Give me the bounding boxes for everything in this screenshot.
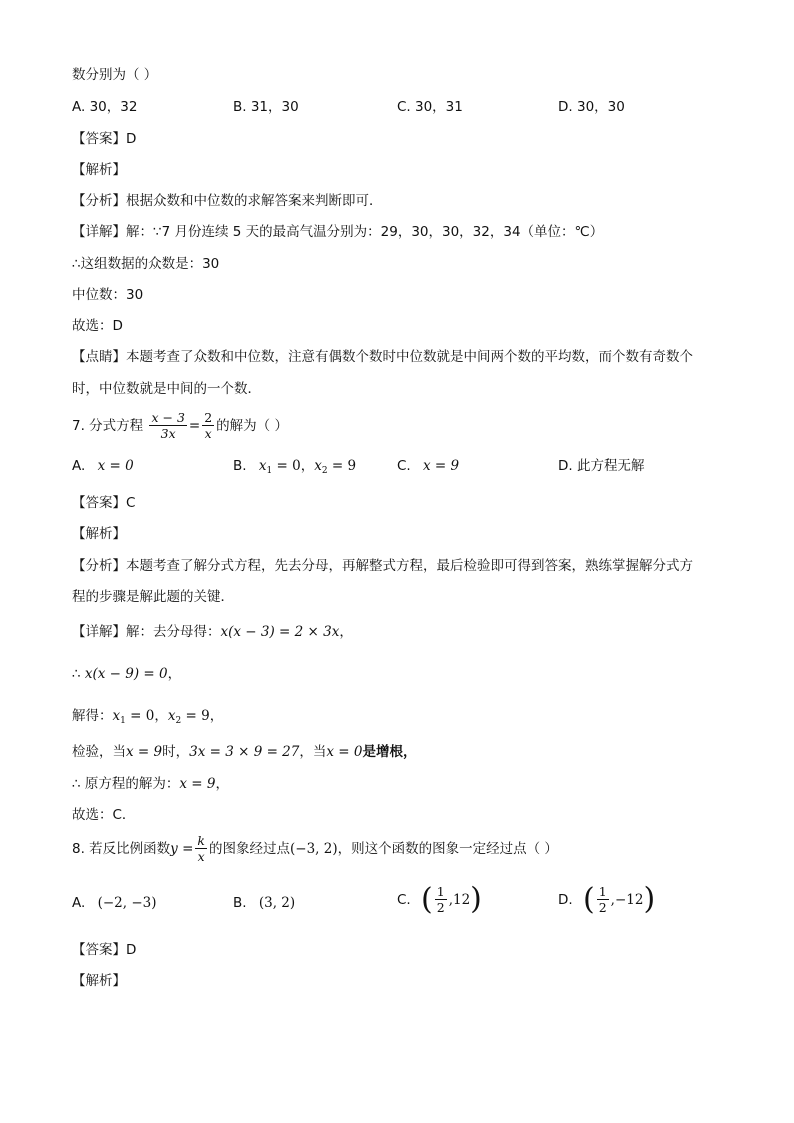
q7-option-b-x1: x <box>258 458 267 474</box>
q7-answer: 【答案】C <box>72 495 136 511</box>
q6-comment-line1: 【点睛】本题考查了众数和中位数，注意有偶数个数时中位数就是中间两个数的平均数，而个数有奇数个 <box>72 349 693 365</box>
q8-option-a-math: (−2, −3) <box>97 895 157 911</box>
q7-detail-end: ， <box>339 624 353 640</box>
q7-label: 7. 分式方程 <box>72 417 144 434</box>
q8-stem <box>72 833 558 864</box>
q7-step3-sub1: 1 <box>120 716 126 726</box>
q7-option-a-label: A. <box>72 458 86 474</box>
q7-step3-label: 解得： <box>72 708 113 724</box>
q6-mode: ∴这组数据的众数是：30 <box>72 256 220 272</box>
q8-option-d-label: D. <box>558 891 573 908</box>
q7-stem <box>72 410 288 441</box>
q7-option-d: D. 此方程无解 <box>558 458 645 474</box>
q8-option-d-lparen: ( <box>582 881 595 917</box>
q8-jiexi: 【解析】 <box>72 973 126 989</box>
q7-frac2-num: 2 <box>204 410 213 425</box>
q6-answer: 【答案】D <box>72 131 137 147</box>
q8-mid: 的图象经过点 <box>208 840 290 857</box>
q8-option-c-rparen: ) <box>470 881 482 917</box>
q7-check-math2: 3x = 3 × 9 = 27 <box>189 744 300 760</box>
q6-option-c: C. 30，31 <box>397 99 463 115</box>
q7-solution-math: x = 9 <box>179 776 216 792</box>
q6-comment-line2: 时，中位数就是中间的一个数． <box>72 381 261 397</box>
q8-option-d-num: 1 <box>598 884 607 899</box>
q7-option-b-x2: x <box>314 458 322 474</box>
q8-option-c-den: 2 <box>436 900 445 915</box>
q7-fraction-left <box>149 410 186 441</box>
q7-frac1-den: 3x <box>160 426 176 441</box>
q7-check-math1: x = 9 <box>126 744 163 760</box>
q6-option-a: A. 30，32 <box>72 99 138 115</box>
q8-func-num: k <box>197 833 205 848</box>
q8-func-y: y = <box>170 840 194 857</box>
q8-option-c-rest: ,12 <box>448 891 471 908</box>
q6-choose: 故选：D <box>72 318 123 334</box>
q8-point: (−3, 2) <box>289 840 338 857</box>
q8-label: 8. 若反比例函数 <box>72 840 171 857</box>
q6-option-b: B. 31，30 <box>233 99 299 115</box>
q7-option-b-val2: = 9 <box>327 458 357 474</box>
q7-detail-label: 【详解】解：去分母得： <box>72 624 221 640</box>
q7-option-b-sub2: 2 <box>321 466 328 476</box>
q7-stem-tail: 的解为（ ） <box>216 417 288 434</box>
q8-option-d-rparen: ) <box>643 881 656 917</box>
q7-solution-end: ， <box>215 776 229 792</box>
q8-option-c-label: C. <box>397 891 411 908</box>
q7-option-a <box>72 457 134 475</box>
q8-option-c-fraction <box>435 884 447 915</box>
q8-func-fraction <box>195 833 207 864</box>
q7-check-math3: x = 0 <box>326 744 363 760</box>
q8-option-c-num: 1 <box>436 884 445 899</box>
q8-option-c <box>397 881 482 917</box>
q8-func-den: x <box>197 849 205 864</box>
q8-option-d-fraction <box>597 884 609 915</box>
q6-option-d: D. 30，30 <box>558 99 625 115</box>
q6-stem-tail: 数分别为（ ） <box>72 67 158 83</box>
q7-option-b-label: B. <box>233 458 247 474</box>
q7-frac2-den: x <box>204 426 212 441</box>
q7-frac1-num: x − 3 <box>151 410 185 425</box>
q8-option-d <box>558 881 656 917</box>
q7-analysis-line1: 【分析】本题考查了解分式方程，先去分母，再解整式方程，最后检验即可得到答案，熟练掌握解分式方 <box>72 558 693 574</box>
q8-stem-tail: ，则这个函数的图象一定经过点（ ） <box>337 840 558 857</box>
q7-step3-x2: x <box>167 708 176 724</box>
q7-fraction-right <box>202 410 214 441</box>
q7-step3-val1: = 0 <box>125 708 155 724</box>
q8-option-a <box>72 894 157 912</box>
q8-option-b <box>233 894 295 912</box>
q7-step3-sub2: 2 <box>175 716 182 726</box>
q7-detail <box>72 623 353 641</box>
q7-step2-end: ， <box>167 666 182 682</box>
q6-median: 中位数：30 <box>72 287 144 303</box>
q7-step3-end: ， <box>209 708 224 724</box>
q8-answer: 【答案】D <box>72 942 137 958</box>
q8-option-d-rest: ,−12 <box>610 891 644 908</box>
q7-option-c-math: x = 9 <box>423 458 460 474</box>
q7-step3 <box>72 707 223 730</box>
q7-option-b-sub1: 1 <box>266 466 273 476</box>
q8-option-d-den: 2 <box>598 900 607 915</box>
q8-option-a-label: A. <box>72 895 86 911</box>
q7-option-c-label: C. <box>397 458 411 474</box>
q7-step2-math: x(x − 9) = 0 <box>84 666 168 682</box>
q7-check-text1: 时， <box>162 744 190 760</box>
q7-choose: 故选：C． <box>72 807 136 823</box>
q7-step2 <box>72 665 181 683</box>
q7-option-b-val1: = 0 <box>272 458 301 474</box>
q7-check <box>72 743 416 761</box>
q6-analysis: 【分析】根据众数和中位数的求解答案来判断即可． <box>72 193 383 209</box>
q7-step2-therefore: ∴ <box>72 666 85 682</box>
q7-equals: = <box>188 417 201 434</box>
q7-option-b <box>233 457 356 480</box>
q6-detail: 【详解】解：∵7 月份连续 5 天的最高气温分别为：29，30，30，32，34（单位：℃） <box>72 224 604 240</box>
q7-solution-label: ∴ 原方程的解为： <box>72 776 180 792</box>
q7-option-a-math: x = 0 <box>97 458 134 474</box>
q7-option-b-sep: ， <box>300 458 315 474</box>
q8-option-b-math: (3, 2) <box>258 895 296 911</box>
q7-option-c <box>397 457 459 475</box>
q7-check-label: 检验，当 <box>72 744 126 760</box>
q7-step3-val2: = 9 <box>181 708 210 724</box>
q7-detail-math: x(x − 3) = 2 × 3x <box>220 624 340 640</box>
q7-step3-sep: ， <box>154 708 168 724</box>
q7-step3-x1: x <box>112 708 121 724</box>
q7-analysis-line2: 程的步骤是解此题的关键． <box>72 589 234 605</box>
q6-jiexi: 【解析】 <box>72 162 126 178</box>
q7-check-text3: 是增根， <box>362 744 417 760</box>
q8-option-b-label: B. <box>233 895 247 911</box>
q7-solution <box>72 775 229 793</box>
q8-option-c-lparen: ( <box>421 881 433 917</box>
q7-check-text2: ，当 <box>299 744 327 760</box>
q7-jiexi: 【解析】 <box>72 526 126 542</box>
